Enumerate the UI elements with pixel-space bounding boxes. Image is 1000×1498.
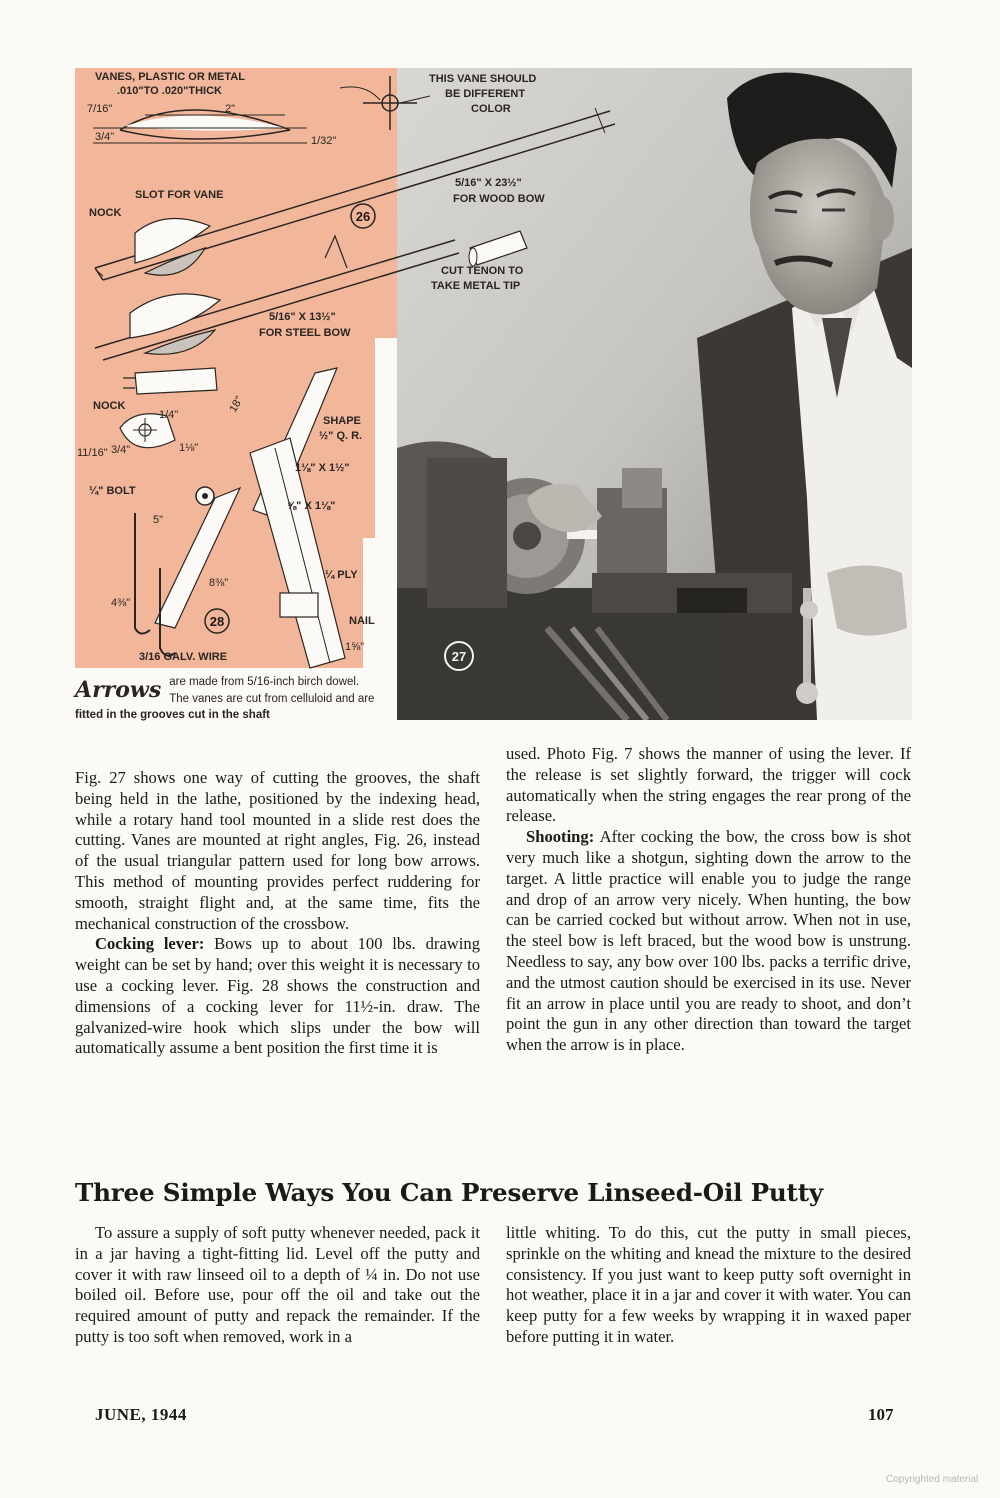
- label-wood-bow: FOR WOOD BOW: [453, 193, 545, 205]
- putty-column-right: [506, 1223, 911, 1348]
- label-steel-dim: 5/16" X 13½": [269, 311, 336, 323]
- copyright-watermark: Copyrighted material: [886, 1474, 979, 1485]
- dim-18: 18": [227, 394, 246, 415]
- caption-text: are made from 5/16-inch birch dowel. The vanes are cut from celluloid and are: [169, 676, 375, 705]
- label-ply: ¼ PLY: [325, 569, 358, 581]
- dim-3-4: 3/4": [95, 131, 115, 143]
- dim-1-1-8-x: 1⅛" X 1½": [295, 462, 350, 474]
- putty-column-left: [75, 1223, 480, 1348]
- label-wire: 3/16 GALV. WIRE: [139, 651, 228, 663]
- label-shape-1: SHAPE: [323, 415, 361, 427]
- paragraph-shooting: [506, 827, 911, 1056]
- caption-bold-line: fitted in the grooves cut in the shaft: [75, 709, 270, 721]
- dim-7-16: 7/16": [87, 103, 113, 115]
- fig-26-number: 26: [355, 209, 371, 224]
- paragraph: used. Photo Fig. 7 shows the manner of using the lever. If the release is set slightly forward, the trigger will cock automatically when the string engages the rear prong of the release.: [506, 744, 911, 826]
- label-steel-bow: FOR STEEL BOW: [259, 327, 351, 339]
- label-bolt: ¼" BOLT: [89, 485, 136, 497]
- dim-1-4: 1/4": [159, 409, 179, 421]
- label-nock-2: NOCK: [93, 400, 126, 412]
- dim-8-3-8: 8⅜": [209, 577, 229, 589]
- putty-headline: Three Simple Ways You Can Preserve Linseed-Oil Putty: [75, 1178, 823, 1207]
- paragraph: Fig. 27 shows one way of cutting the grooves, the shaft being held in the lathe, positioned by the indexing head, while a rotary hand tool mounted in a slide rest does the cutting. Vanes are mounted at right angles, Fig. 26, instead of the usual triangular pattern used for long bow arrows. This method of mounting provides perfect ruddering for smooth, straight flight and, at the same time, fits the mechanical construction of the crossbow.: [75, 768, 480, 933]
- dim-1-5-8: 1⅝": [345, 641, 365, 653]
- fig-27-number: 27: [451, 649, 467, 664]
- dim-2: 2": [225, 103, 236, 115]
- dim-5-8-x: ⅝" X 1⅛": [287, 500, 336, 512]
- paragraph: little whiting. To do this, cut the putty in small pieces, sprinkle on the whiting and knead the mixture to the desired consistency. If you just want to keep putty soft overnight in hot weather, place it in a jar and cover it with water. You can keep putty for a few weeks by wrapping it in waxed paper before putting it in water.: [506, 1223, 911, 1346]
- figure-caption: [75, 674, 375, 724]
- fig-28-number: 28: [209, 614, 225, 629]
- label-vane-color-1: THIS VANE SHOULD: [429, 73, 537, 85]
- dim-1-1-8: 1⅛": [179, 442, 199, 454]
- label-slot: SLOT FOR VANE: [135, 189, 224, 201]
- caption-title: Arrows: [75, 677, 162, 703]
- label-nail: NAIL: [349, 615, 375, 627]
- paragraph: To assure a supply of soft putty whenever needed, pack it in a jar having a tight-fitting lid. Level off the putty and cover it with raw linseed oil to a depth of ¼ in. Do not use boiled oil. Before use, pour off the oil and take out the required amount of putty and repack the remainder. If the putty is too soft when removed, work in a: [75, 1223, 480, 1346]
- label-nock-1: NOCK: [89, 207, 122, 219]
- label-shape-2: ½" Q. R.: [319, 430, 363, 442]
- section-lead: Cocking lever:: [95, 934, 205, 954]
- label-wood-dim: 5/16" X 23½": [455, 177, 522, 189]
- dim-4-3-8: 4⅜": [111, 597, 131, 609]
- label-tenon-2: TAKE METAL TIP: [431, 280, 521, 292]
- label-thickness: .010"TO .020"THICK: [117, 85, 222, 97]
- dim-1-32: 1/32": [311, 135, 337, 147]
- dim-3-4b: 3/4": [111, 444, 131, 456]
- paragraph-text: After cocking the bow, the cross bow is shot very much like a shotgun, sighting down the arrow to the target. A little practice will enable you to judge the range and drop of an arrow very nicely. When hunting, the bow can be carried cocked but without arrow. When not in use, the steel bow is left braced, but the wood bow is unstrung. Needless to say, any bow over 100 lbs. packs a terrific drive, and the utmost caution should be exercised in its use. Never fit an arrow in place until you are ready to shoot, and don’t point the gun in any other direction than toward the target when the arrow is in place.: [506, 827, 911, 1055]
- paragraph-cocking-lever: [75, 934, 480, 1059]
- page-number: 107: [868, 1405, 894, 1424]
- label-tenon-1: CUT TENON TO: [441, 265, 524, 277]
- dim-11-16: 11/16": [77, 447, 108, 459]
- dim-5: 5": [153, 514, 164, 526]
- paragraph-text: Bows up to about 100 lbs. drawing weight can be set by hand; over this weight it is necessary to use a cocking lever. Fig. 28 shows the construction and dimensions of a cocking lever for 11½-in. draw. The galvanized-wire hook which slips under the bow will automatically assume a bent position the first time it is: [75, 934, 480, 1058]
- label-vane-color-3: COLOR: [471, 103, 511, 115]
- issue-date: JUNE, 1944: [95, 1405, 187, 1424]
- label-vanes: VANES, PLASTIC OR METAL: [95, 71, 245, 83]
- label-vane-color-2: BE DIFFERENT: [445, 88, 526, 100]
- article-column-left: [75, 768, 480, 1059]
- article-column-right: [506, 744, 911, 1056]
- section-lead: Shooting:: [526, 827, 595, 847]
- arrow-diagram: [75, 68, 715, 718]
